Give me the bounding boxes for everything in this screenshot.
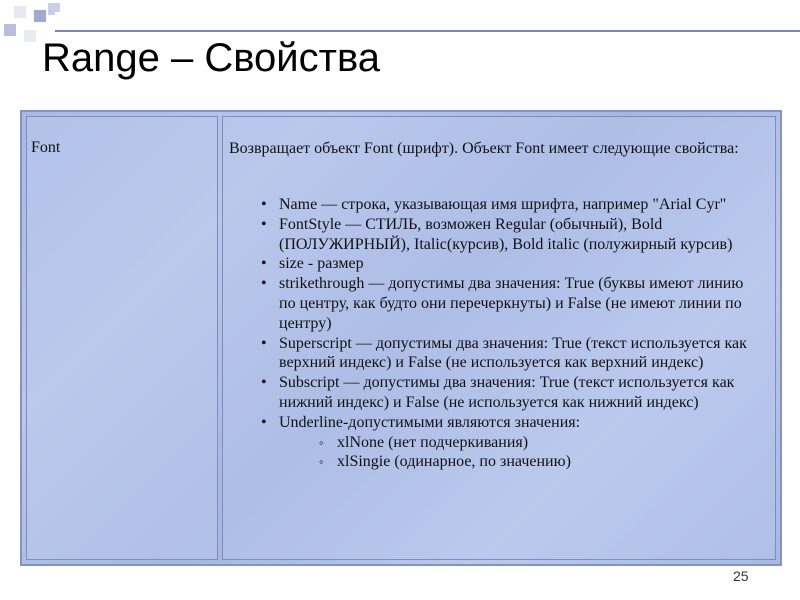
bullet-icon: • bbox=[261, 275, 267, 293]
header-rule bbox=[55, 12, 800, 32]
property-text: Superscript — допустимы два значения: True (текст используется как верхний индекс) и False (не используется как верхний индекс) bbox=[279, 334, 747, 372]
property-text: Subscript — допустимы два значения: True (текст используется как нижний индекс) и False (не используется как нижний индекс) bbox=[279, 374, 735, 411]
bullet-icon: • bbox=[261, 334, 267, 352]
list-item bbox=[261, 274, 759, 333]
list-item bbox=[261, 195, 759, 215]
property-text: size - размер bbox=[279, 255, 364, 273]
description-intro: Возвращает объект Font (шрифт). Объект Font имеет следующие свойства: bbox=[229, 140, 739, 157]
list-item bbox=[261, 215, 759, 255]
decor-square-2 bbox=[34, 10, 46, 22]
decor-square-1 bbox=[14, 6, 26, 18]
underline-values-list bbox=[279, 433, 759, 473]
page-number: 25 bbox=[733, 568, 749, 584]
decor-square-5 bbox=[24, 30, 36, 42]
description-cell bbox=[222, 116, 776, 560]
underline-value-text: xlNone (нет подчеркивания) bbox=[337, 433, 529, 451]
list-item bbox=[319, 452, 759, 472]
term-label: Font bbox=[31, 139, 61, 156]
slide-title: Range – Свойства bbox=[42, 36, 380, 80]
bullet-icon: • bbox=[261, 413, 267, 431]
property-text: Underline-допустимыми являются значения: bbox=[279, 413, 581, 431]
properties-table bbox=[20, 110, 782, 566]
underline-value-text: xlSingie (одинарное, по значению) bbox=[337, 453, 571, 471]
list-item bbox=[261, 413, 759, 472]
sub-bullet-icon: ◦ bbox=[319, 454, 324, 470]
decor-square-4 bbox=[4, 24, 16, 36]
list-item bbox=[319, 433, 759, 453]
property-text: FontStyle — СТИЛЬ, возможен Regular (обычный), Bold (ПОЛУЖИРНЫЙ), Italic(курсив), Bold italic (полужирный курсив) bbox=[279, 215, 733, 253]
sub-bullet-icon: ◦ bbox=[319, 434, 324, 450]
property-list bbox=[261, 195, 759, 472]
list-item bbox=[261, 254, 759, 274]
bullet-icon: • bbox=[261, 196, 267, 213]
property-text: Name — строка, указывающая имя шрифта, например "Arial Cyr" bbox=[279, 196, 727, 213]
bullet-icon: • bbox=[261, 215, 267, 233]
term-cell bbox=[26, 116, 218, 560]
property-text: strikethrough — допустимы два значения: True (буквы имеют линию по центру, как будто они перечеркнуты) и False (не имеют линии по центру) bbox=[279, 275, 744, 332]
bullet-icon: • bbox=[261, 374, 267, 392]
list-item bbox=[261, 373, 759, 413]
bullet-icon: • bbox=[261, 255, 267, 273]
list-item bbox=[261, 334, 759, 374]
